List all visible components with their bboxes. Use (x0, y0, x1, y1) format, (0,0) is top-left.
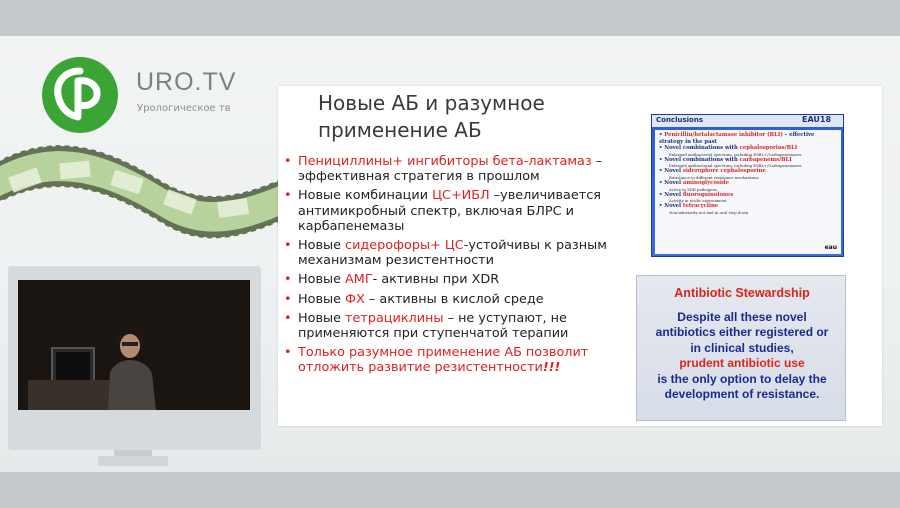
bullet-item-conclusion: • Только разумное применение АБ позволит отложить развитие резистентности!!! (284, 345, 589, 376)
stewardship-title: Antibiotic Stewardship (674, 286, 810, 300)
bullet-item: • Новые комбинации ЦС+ИБЛ –увеличивается антимикробный спектр, включая БЛРС и карбапенемазы (284, 188, 601, 234)
speaker-video (18, 280, 250, 410)
eau-corner-logo: eau (824, 244, 837, 251)
top-letterbox (0, 0, 900, 36)
film-strip-icon (0, 120, 300, 270)
conclusions-slide-image (651, 114, 844, 257)
slide-title: Новые АБ и разумное применение АБ (318, 91, 545, 142)
bullet-item: • Новые АМГ- активны при XDR (284, 272, 500, 288)
conclusions-title: Conclusions (656, 116, 703, 124)
conclusions-item: • Novel aminoglycoside (659, 179, 729, 186)
bullet-item: • Пенициллины+ ингибиторы бета-лактамаз – эффективная стратегия в прошлом (284, 154, 603, 185)
eau18-logo: EAU18 (802, 115, 832, 124)
conclusions-item: • Penicillin/betalactamase inhibitor (BLI) – effective strategy in the past (659, 132, 815, 145)
bullet-item: • Новые сидерофоры+ ЦС-устойчивы к разным механизмам резистентности (284, 238, 607, 269)
monitor-base (98, 456, 168, 466)
bullet-item: • Новые ФХ – активны в кислой среде (284, 291, 544, 307)
stewardship-slide-image (636, 275, 846, 421)
conclusions-item: • Novel combinations with cephalosporins/BLI (659, 145, 798, 152)
conclusions-item: • Novel tetracycline (659, 203, 719, 210)
bottom-letterbox (0, 472, 900, 508)
conclusions-item: • Novel siderophore cephalosporine (659, 168, 766, 175)
conclusions-item: • Novel combinations with carbapenems/BLI (659, 156, 792, 163)
stewardship-text: Despite all these novel antibiotics either registered or in clinical studies, prudent antibiotic use is the only option to delay the development of resistance. (655, 310, 829, 402)
presentation-slide (278, 86, 882, 426)
brand-name: URO.TV (136, 68, 237, 96)
bullet-item: • Новые тетрациклины – не уступают, не применяются при ступенчатой терапии (284, 310, 569, 342)
slide-bullet-list (284, 154, 632, 380)
conclusions-list: • Penicillin/betalactamase inhibitor (BLI) – effective strategy in the past • Novel combinations with cephalosporins/BLI Enlarged antibacterial spectrum, including ESBL+/Carbapenemases • Novel combinations with carbapenems/BLI Enlarged antibacterial spectrum, including ESBL+/Carbapenemases • Novel siderophore cephalosporine Resistance to different resistance mechanisms • Novel aminoglycoside Active in XDR pathogens • Novel fluoroquinolones Activity in acidic environment • Novel tetracycline Non-inferiority not met in oral step down eau (655, 130, 841, 254)
conclusions-item: • Novel fluoroquinolones (659, 191, 734, 198)
brand-tagline: Урологическое тв (137, 103, 231, 114)
